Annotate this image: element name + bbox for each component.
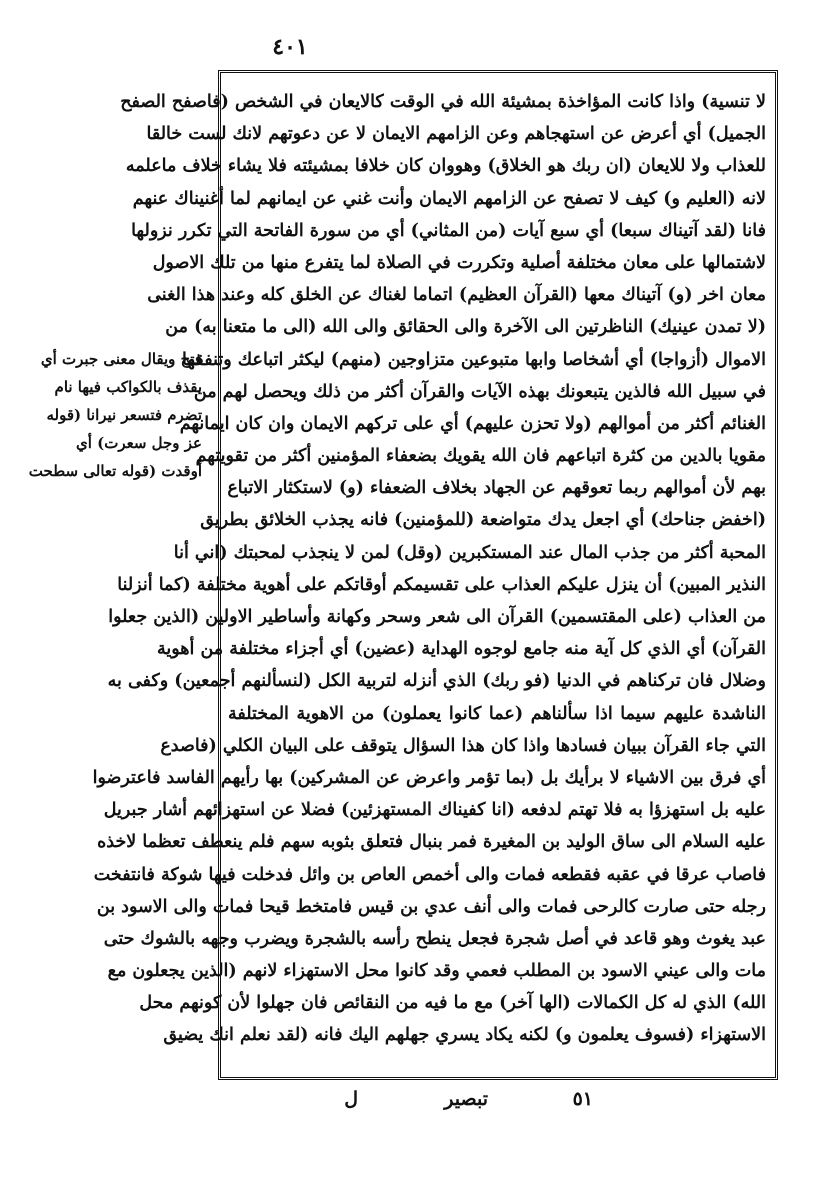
text-line: فاصاب عرقا في عقبه فقطعه فمات والى أخمص العاص بن وائل فدخلت فيها شوكة فانتفخت	[93, 864, 766, 885]
text-line: الاموال (أزواجا) أي أشخاصا وابها متبوعين متزاوجين (منهم) ليكثر اتباعك وتنفقها	[181, 349, 766, 370]
text-line: الجميل) أي أعرض عن استهجاهم وعن الزامهم الايمان لا عن دعوتهم لانك لست خالقا	[146, 124, 766, 145]
text-line: مات والى عيني الاسود بن المطلب فعمي وقد كانوا محل الاستهزاء لانهم (الذين يجعلون مع	[107, 961, 766, 982]
text-line: القرآن) أي الذي كل آية منه جامع لوجوه الهداية (عضين) أي أجزاء مختلفة من أهوية	[157, 639, 766, 660]
footer-signature: ل	[344, 1088, 358, 1110]
text-line: أي فرق بين الاشياء لا برأيك بل (بما تؤمر واعرض عن المشركين) بها رأيهم الفاسد فاعترضوا	[92, 767, 766, 788]
text-line: الناشدة عليهم سيما اذا سألناهم (عما كانوا يعملون) من الاهوية المختلفة	[228, 703, 766, 724]
text-line: (لا تمدن عينيك) الناظرتين الى الآخرة والى الحقائق والى الله (الى ما متعنا به) من	[165, 317, 766, 338]
text-line: عليه السلام الى ساق الوليد بن المغيرة فمر بنبال فتعلق بثوبه سهم فلم ينعطف تعظما لاخذه	[97, 832, 766, 853]
footer-word: تبصير	[444, 1088, 488, 1110]
page-footer	[218, 1088, 778, 1118]
text-line: المحبة أكثر من جذب المال عند المستكبرين (وقل) لمن لا ينجذب لمحبتك (اني أنا	[173, 542, 766, 563]
margin-note-line: عز وجل سعرت) أي	[76, 434, 202, 452]
text-line: (اخفض جناحك) أي اجعل يدك متواضعة (للمؤمنين) فانه يجذب الخلائق بطريق	[200, 510, 766, 531]
text-line: الله) الذي له كل الكمالات (الها آخر) مع ما فيه من النقائص فان جهلوا لأن كونهم محل	[139, 993, 766, 1014]
text-line: الاستهزاء (فسوف يعلمون و) لكنه يكاد يسري جهلهم اليك فانه (لقد نعلم انك يضيق	[163, 1025, 766, 1046]
text-line: النذير المبين) أن ينزل عليكم العذاب على تقسيمكم أوقاتكم على أهوية مختلفة (كما أنزلنا	[117, 574, 766, 595]
text-line: عليه بل استهزؤا به فلا تهتم لدفعه (انا كفيناك المستهزئين) فضلا عن استهزائهم أشار جبريل	[103, 800, 766, 821]
footer-number: ٥١	[572, 1088, 593, 1110]
text-line: التي جاء القرآن ببيان فسادها واذا كان هذا السؤال يتوقف على البيان الكلي (فاصدع	[160, 735, 766, 756]
text-line: لانه (العليم و) كيف لا تصفح عن الزامهم الايمان وأنت غني عن ايمانهم لما أغنيناك عنهم	[132, 188, 766, 209]
text-line: وضلال فان تركناهم في الدنيا (فو ربك) الذي أنزله لتربية الكل (لنسألنهم أجمعين) وكفى به	[107, 671, 766, 692]
margin-note	[22, 345, 202, 485]
text-line: معان اخر (و) آتيناك معها (القرآن العظيم) اتماما لغناك عن الخلق كله وعند هذا الغنى	[147, 285, 766, 306]
text-line: عبد يغوث وهو قاعد في أصل شجرة فجعل ينطح رأسه بالشجرة ويضرب وجهه بالشوك حتى	[103, 928, 766, 949]
text-line: فانا (لقد آتيناك سبعا) أي سبع آيات (من المثاني) أي من سورة الفاتحة التي تكرر نزولها	[131, 220, 766, 241]
text-line: لاشتمالها على معان مختلفة أصلية وتكررت في الصلاة لما يتفرع منها من تلك الاصول	[152, 252, 766, 273]
text-line: في سبيل الله فالذين يتبعونك بهذه الآيات والقرآن أكثر من ذلك ويحصل لهم من	[193, 381, 766, 402]
page-number: ٤٠١	[272, 34, 308, 60]
text-line: بهم لأن أموالهم ربما تعوقهم عن الجهاد بخلاف الضعفاء (و) لاستكثار الاتباع	[227, 478, 766, 499]
text-line: مقويا بالدين من كثرة اتباعهم فان الله يقويك بضعفاء المؤمنين أكثر من تقويتهم	[195, 446, 766, 467]
text-line: للعذاب ولا للايعان (ان ربك هو الخلاق) وهووان كان خلافا بمشيئته فلا يشاء خلاف ماعلمه	[125, 156, 766, 177]
text-line: لا تنسية) واذا كانت المؤاخذة بمشيئة الله في الوقت كالايعان في الشخص (فاصفح الصفح	[120, 92, 766, 112]
margin-note-line: أوقدت (قوله تعالى سطحت	[28, 462, 202, 480]
margin-note-line: تضرم فتسعر نيرانا (قوله	[46, 406, 202, 424]
text-line: من العذاب (على المقتسمين) القرآن الى شعر وسحر وكهانة وأساطير الاولين (الذين جعلوا	[108, 607, 766, 627]
text-line: رجله حتى صارت كالرحى فمات والى أنف عدي بن قيس فامتخط قيحا فمات والى الاسود بن	[96, 896, 766, 917]
margin-note-line: يقذف بالكواكب فيها نام	[54, 378, 202, 396]
text-line: الغنائم أكثر من أموالهم (ولا تحزن عليهم) أي على تركهم الايمان وان كان ايمانهم	[179, 413, 766, 434]
margin-note-line: فتح ويقال معنى جبرت أي	[40, 350, 202, 368]
